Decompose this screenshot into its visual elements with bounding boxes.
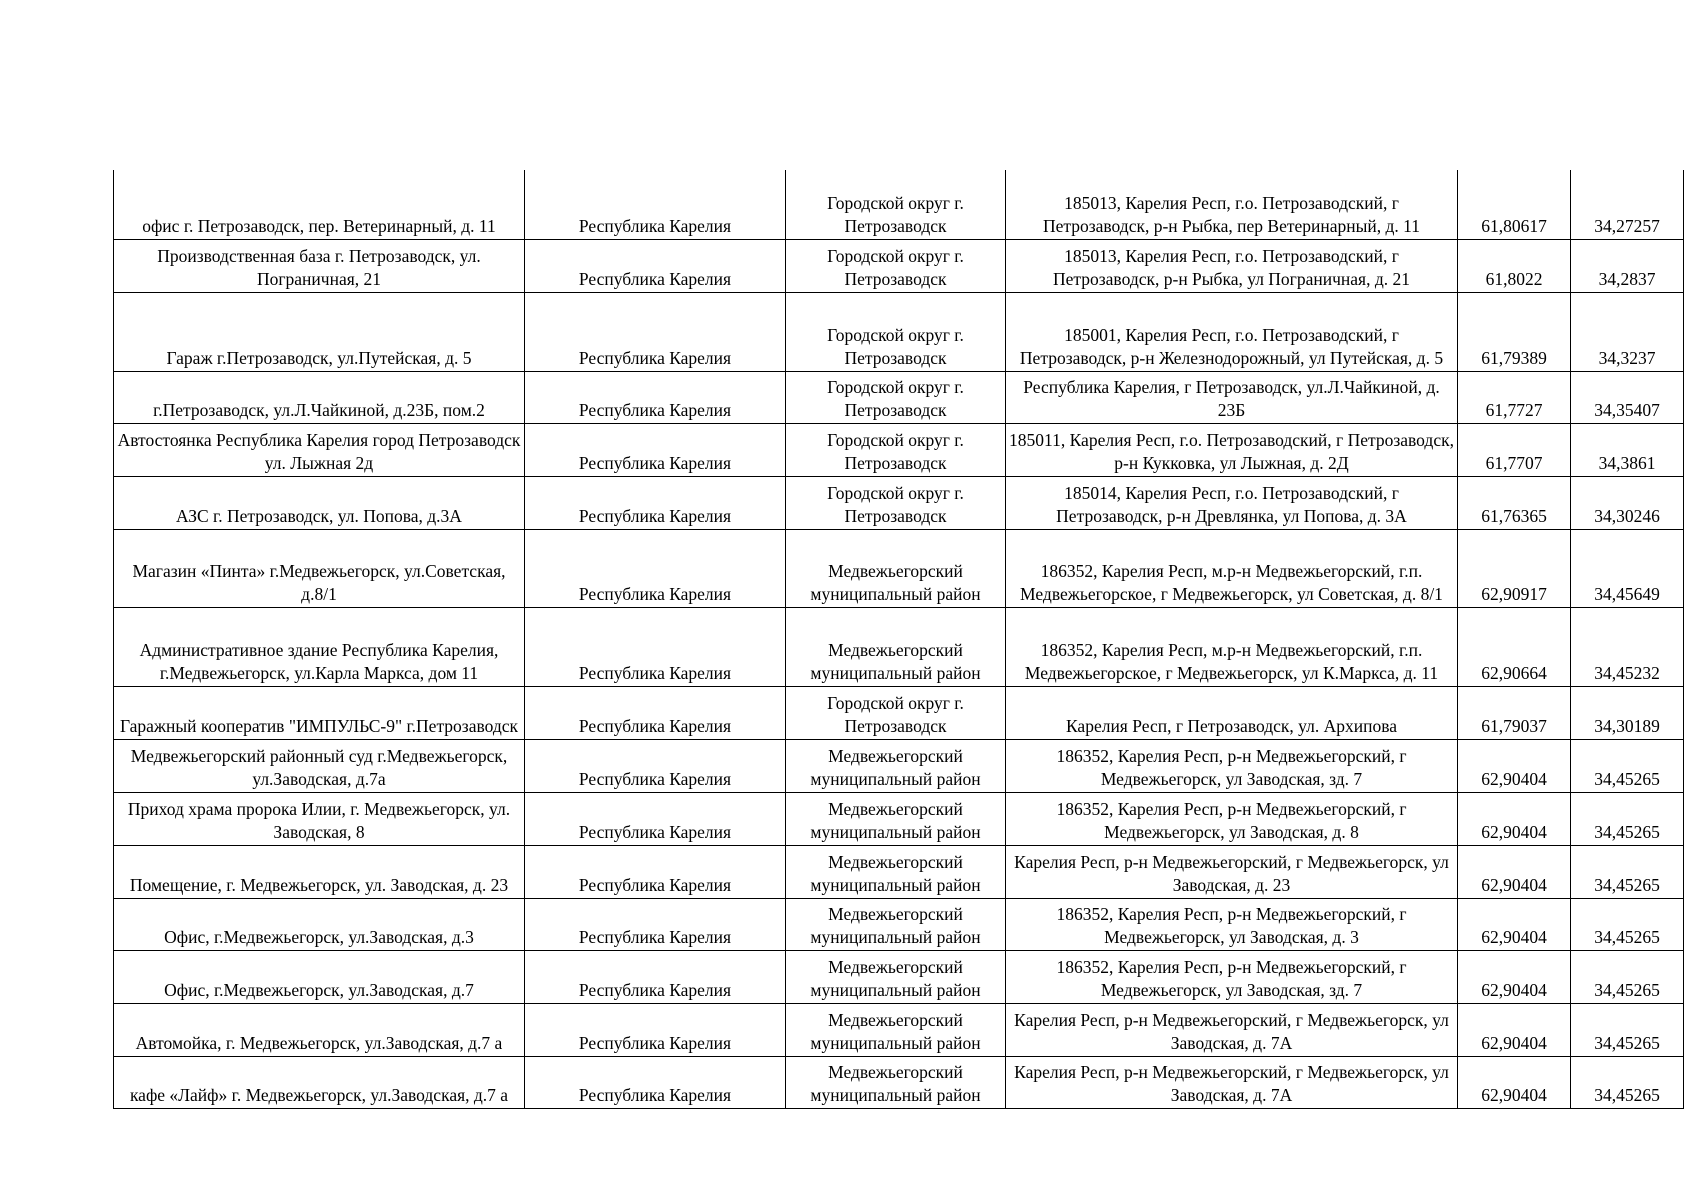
latitude-cell: 62,90664 [1458,607,1571,686]
table-row [114,686,1684,739]
table-row [114,1003,1684,1056]
address-cell: 185011, Карелия Респ, г.о. Петрозаводский, г Петрозаводск, р-н Кукковка, ул Лыжная, д. 2Д [1006,423,1458,476]
longitude-cell: 34,45265 [1571,845,1684,898]
object-name-cell: Медвежьегорский районный суд г.Медвежьегорск, ул.Заводская, д.7а [114,739,525,792]
municipality-cell: Медвежьегорский муниципальный район [786,950,1006,1003]
region-cell: Республика Карелия [525,686,786,739]
address-cell: 186352, Карелия Респ, м.р-н Медвежьегорский, г.п. Медвежьегорское, г Медвежьегорск, ул Советская, д. 8/1 [1006,529,1458,607]
object-name-cell: Административное здание Республика Карелия, г.Медвежьегорск, ул.Карла Маркса, дом 11 [114,607,525,686]
latitude-cell: 61,76365 [1458,476,1571,529]
object-name-cell: Помещение, г. Медвежьегорск, ул. Заводская, д. 23 [114,845,525,898]
address-cell: 186352, Карелия Респ, р-н Медвежьегорский, г Медвежьегорск, ул Заводская, д. 8 [1006,792,1458,845]
table-row [114,423,1684,476]
address-cell: Карелия Респ, р-н Медвежьегорский, г Медвежьегорск, ул Заводская, д. 7А [1006,1003,1458,1056]
object-name-cell: Офис, г.Медвежьегорск, ул.Заводская, д.7 [114,950,525,1003]
latitude-cell: 61,79389 [1458,292,1571,371]
latitude-cell: 61,7727 [1458,371,1571,423]
longitude-cell: 34,45265 [1571,950,1684,1003]
municipality-cell: Городской округ г. Петрозаводск [786,476,1006,529]
region-cell: Республика Карелия [525,423,786,476]
municipality-cell: Медвежьегорский муниципальный район [786,792,1006,845]
object-name-cell: Автостоянка Республика Карелия город Петрозаводск ул. Лыжная 2д [114,423,525,476]
longitude-cell: 34,45649 [1571,529,1684,607]
latitude-cell: 62,90404 [1458,1056,1571,1108]
address-cell: Республика Карелия, г Петрозаводск, ул.Л.Чайкиной, д. 23Б [1006,371,1458,423]
longitude-cell: 34,45265 [1571,1003,1684,1056]
latitude-cell: 62,90404 [1458,739,1571,792]
address-cell: 185013, Карелия Респ, г.о. Петрозаводский, г Петрозаводск, р-н Рыбка, пер Ветеринарный, д. 11 [1006,170,1458,239]
region-cell: Республика Карелия [525,898,786,950]
address-cell: 186352, Карелия Респ, р-н Медвежьегорский, г Медвежьегорск, ул Заводская, зд. 7 [1006,739,1458,792]
municipality-cell: Городской округ г. Петрозаводск [786,170,1006,239]
region-cell: Республика Карелия [525,1056,786,1108]
region-cell: Республика Карелия [525,529,786,607]
table-row [114,239,1684,292]
table-row [114,950,1684,1003]
latitude-cell: 62,90404 [1458,845,1571,898]
table-row [114,898,1684,950]
address-cell: 185014, Карелия Респ, г.о. Петрозаводский, г Петрозаводск, р-н Древлянка, ул Попова, д. 3А [1006,476,1458,529]
longitude-cell: 34,45265 [1571,792,1684,845]
longitude-cell: 34,3861 [1571,423,1684,476]
region-cell: Республика Карелия [525,1003,786,1056]
municipality-cell: Медвежьегорский муниципальный район [786,739,1006,792]
latitude-cell: 62,90404 [1458,950,1571,1003]
longitude-cell: 34,45265 [1571,1056,1684,1108]
table-row [114,371,1684,423]
region-cell: Республика Карелия [525,292,786,371]
longitude-cell: 34,3237 [1571,292,1684,371]
municipality-cell: Городской округ г. Петрозаводск [786,686,1006,739]
region-cell: Республика Карелия [525,371,786,423]
object-name-cell: Производственная база г. Петрозаводск, ул. Пограничная, 21 [114,239,525,292]
object-name-cell: Гаражный кооператив "ИМПУЛЬС-9" г.Петрозаводск [114,686,525,739]
region-cell: Республика Карелия [525,950,786,1003]
table-row [114,1056,1684,1108]
table-row [114,476,1684,529]
municipality-cell: Медвежьегорский муниципальный район [786,607,1006,686]
latitude-cell: 61,7707 [1458,423,1571,476]
longitude-cell: 34,45265 [1571,739,1684,792]
table-row [114,845,1684,898]
address-cell: 185013, Карелия Респ, г.о. Петрозаводский, г Петрозаводск, р-н Рыбка, ул Пограничная, д. 21 [1006,239,1458,292]
region-cell: Республика Карелия [525,239,786,292]
region-cell: Республика Карелия [525,792,786,845]
municipality-cell: Медвежьегорский муниципальный район [786,845,1006,898]
locations-table [113,170,1684,1109]
object-name-cell: Приход храма пророка Илии, г. Медвежьегорск, ул. Заводская, 8 [114,792,525,845]
longitude-cell: 34,2837 [1571,239,1684,292]
latitude-cell: 62,90404 [1458,898,1571,950]
table-row [114,792,1684,845]
latitude-cell: 62,90404 [1458,792,1571,845]
address-cell: 186352, Карелия Респ, м.р-н Медвежьегорский, г.п. Медвежьегорское, г Медвежьегорск, ул К.Маркса, д. 11 [1006,607,1458,686]
table-row [114,292,1684,371]
municipality-cell: Медвежьегорский муниципальный район [786,1003,1006,1056]
region-cell: Республика Карелия [525,739,786,792]
municipality-cell: Медвежьегорский муниципальный район [786,1056,1006,1108]
municipality-cell: Городской округ г. Петрозаводск [786,239,1006,292]
municipality-cell: Городской округ г. Петрозаводск [786,371,1006,423]
object-name-cell: АЗС г. Петрозаводск, ул. Попова, д.3А [114,476,525,529]
municipality-cell: Медвежьегорский муниципальный район [786,898,1006,950]
address-cell: 186352, Карелия Респ, р-н Медвежьегорский, г Медвежьегорск, ул Заводская, д. 3 [1006,898,1458,950]
table-row [114,529,1684,607]
object-name-cell: офис г. Петрозаводск, пер. Ветеринарный, д. 11 [114,170,525,239]
longitude-cell: 34,45232 [1571,607,1684,686]
table-body [114,170,1684,1108]
region-cell: Республика Карелия [525,607,786,686]
region-cell: Республика Карелия [525,476,786,529]
longitude-cell: 34,30189 [1571,686,1684,739]
address-cell: Карелия Респ, г Петрозаводск, ул. Архипова [1006,686,1458,739]
table-row [114,170,1684,239]
longitude-cell: 34,35407 [1571,371,1684,423]
object-name-cell: Автомойка, г. Медвежьегорск, ул.Заводская, д.7 а [114,1003,525,1056]
object-name-cell: Гараж г.Петрозаводск, ул.Путейская, д. 5 [114,292,525,371]
latitude-cell: 61,80617 [1458,170,1571,239]
longitude-cell: 34,30246 [1571,476,1684,529]
municipality-cell: Городской округ г. Петрозаводск [786,423,1006,476]
latitude-cell: 61,79037 [1458,686,1571,739]
region-cell: Республика Карелия [525,845,786,898]
region-cell: Республика Карелия [525,170,786,239]
longitude-cell: 34,45265 [1571,898,1684,950]
address-cell: 186352, Карелия Респ, р-н Медвежьегорский, г Медвежьегорск, ул Заводская, зд. 7 [1006,950,1458,1003]
table-row [114,607,1684,686]
municipality-cell: Медвежьегорский муниципальный район [786,529,1006,607]
address-cell: Карелия Респ, р-н Медвежьегорский, г Медвежьегорск, ул Заводская, д. 23 [1006,845,1458,898]
address-cell: Карелия Респ, р-н Медвежьегорский, г Медвежьегорск, ул Заводская, д. 7А [1006,1056,1458,1108]
object-name-cell: Магазин «Пинта» г.Медвежьегорск, ул.Советская, д.8/1 [114,529,525,607]
municipality-cell: Городской округ г. Петрозаводск [786,292,1006,371]
object-name-cell: кафе «Лайф» г. Медвежьегорск, ул.Заводская, д.7 а [114,1056,525,1108]
latitude-cell: 62,90917 [1458,529,1571,607]
object-name-cell: Офис, г.Медвежьегорск, ул.Заводская, д.3 [114,898,525,950]
table-row [114,739,1684,792]
object-name-cell: г.Петрозаводск, ул.Л.Чайкиной, д.23Б, пом.2 [114,371,525,423]
longitude-cell: 34,27257 [1571,170,1684,239]
latitude-cell: 62,90404 [1458,1003,1571,1056]
address-cell: 185001, Карелия Респ, г.о. Петрозаводский, г Петрозаводск, р-н Железнодорожный, ул Путейская, д. 5 [1006,292,1458,371]
latitude-cell: 61,8022 [1458,239,1571,292]
